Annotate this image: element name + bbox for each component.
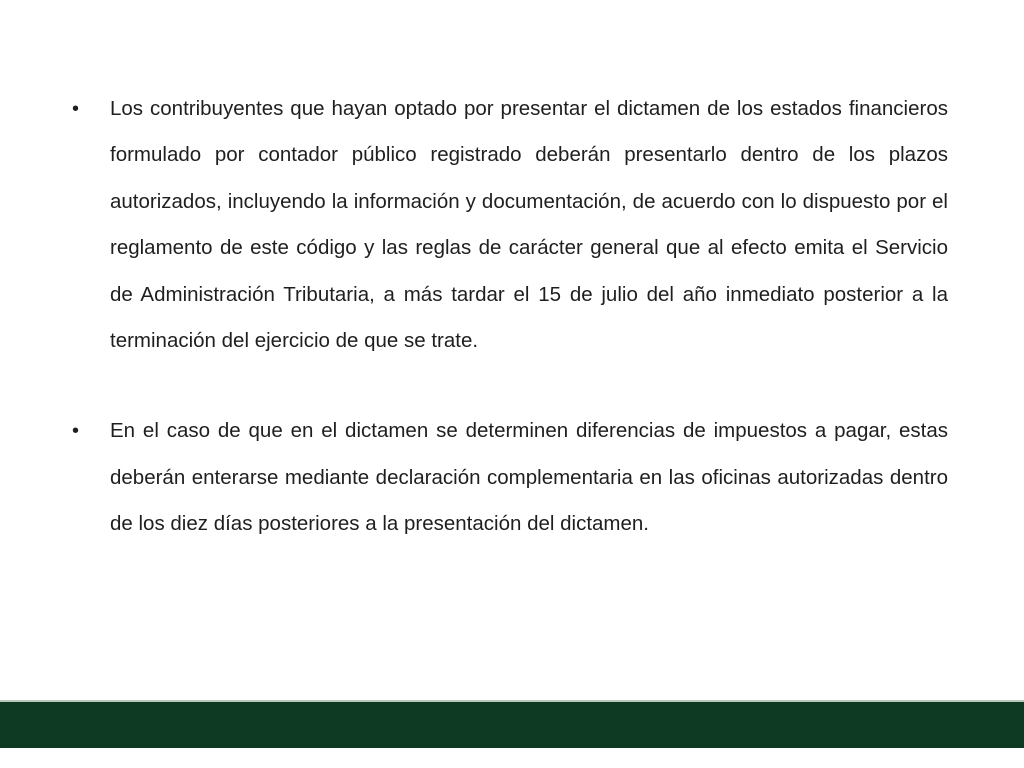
bullet-marker: •	[72, 420, 80, 443]
bullet-item-1	[72, 86, 948, 364]
bullet-marker: •	[72, 98, 80, 120]
bullet-text: Los contribuyentes que hayan optado por presentar el dictamen de los estados financieros formulado por contador público registrado deberán presentarlo dentro de los plazos autorizados, incluyendo la información y documentación, de acuerdo con lo dispuesto por el reglamento de este código y las reglas de carácter general que al efecto emita el Servicio de Administración Tributaria, a más tardar el 15 de julio del año inmediato posterior a la terminación del ejercicio de que se trate.	[110, 97, 948, 353]
footer-bar	[0, 700, 1024, 748]
bullet-text: En el caso de que en el dictamen se determinen diferencias de impuestos a pagar, estas deberán enterarse mediante declaración complementaria en las oficinas autorizadas dentro de los diez días posteriores a la presentación del dictamen.	[110, 419, 948, 536]
bullet-item-2	[72, 408, 948, 547]
bullet-list	[72, 86, 948, 548]
